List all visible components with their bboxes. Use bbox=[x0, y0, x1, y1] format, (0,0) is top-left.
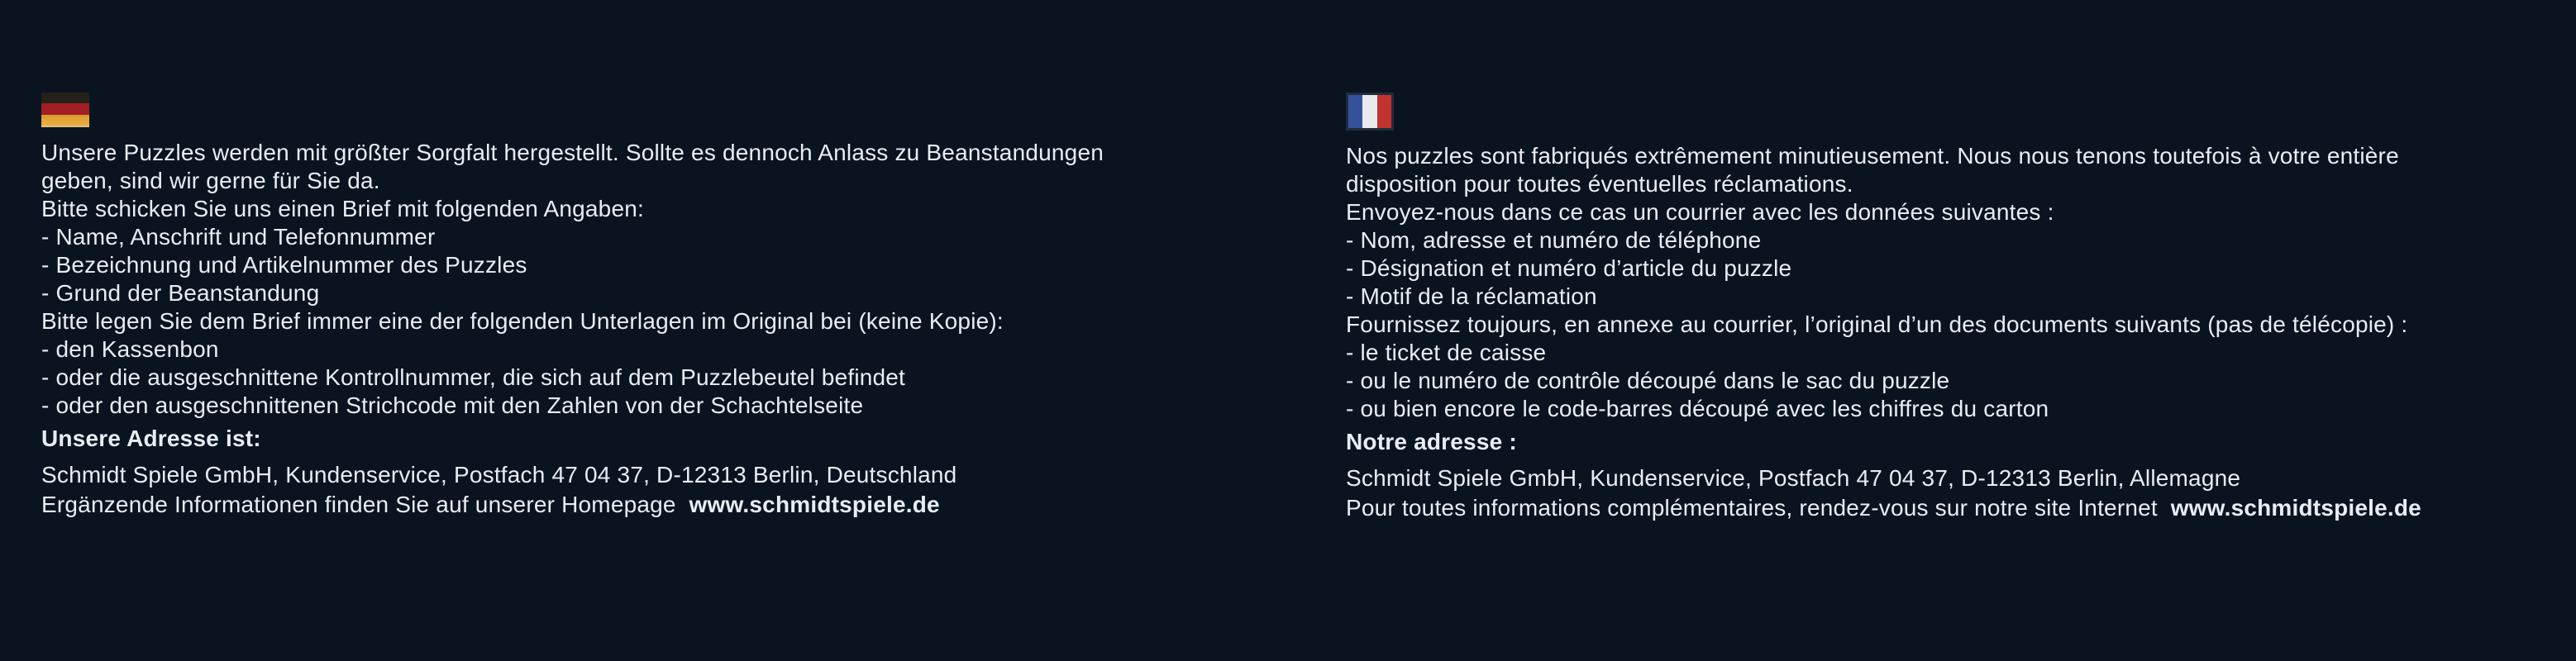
list-item: - le ticket de caisse bbox=[1346, 340, 1547, 365]
text-line: Nos puzzles sont fabriqués extrêmement minutieusement. Nous nous tenons toutefois à votre entière bbox=[1346, 143, 2399, 169]
text-line: Bitte schicken Sie uns einen Brief mit folgenden Angaben: bbox=[41, 196, 644, 221]
list-item: - den Kassenbon bbox=[41, 336, 219, 362]
list-item: - Nom, adresse et numéro de téléphone bbox=[1346, 227, 1762, 253]
text-line: Envoyez-nous dans ce cas un courrier avec les données suivantes : bbox=[1346, 199, 2054, 225]
homepage-line bbox=[41, 491, 1104, 519]
flag-stripe bbox=[1377, 95, 1391, 128]
list-item: - Grund der Beanstandung bbox=[41, 280, 320, 306]
homepage-line bbox=[1346, 494, 2421, 522]
german-info-section bbox=[41, 93, 1104, 519]
homepage-url: www.schmidtspiele.de bbox=[689, 492, 940, 517]
flag-stripe bbox=[41, 93, 89, 103]
homepage-url: www.schmidtspiele.de bbox=[2170, 495, 2421, 521]
flag-stripe bbox=[1362, 95, 1376, 128]
list-item: - Désignation et numéro d’article du puzzle bbox=[1346, 255, 1792, 281]
address-heading: Unsere Adresse ist: bbox=[41, 426, 261, 451]
france-flag-icon bbox=[1346, 93, 1394, 131]
list-item: - Motif de la réclamation bbox=[1346, 283, 1597, 309]
list-item: - Bezeichnung und Artikelnummer des Puzzles bbox=[41, 252, 527, 278]
homepage-text: Ergänzende Informationen finden Sie auf unserer Homepage bbox=[41, 492, 676, 517]
text-line: geben, sind wir gerne für Sie da. bbox=[41, 168, 380, 193]
list-item: - ou le numéro de contrôle découpé dans le sac du puzzle bbox=[1346, 368, 1950, 393]
text-line: Bitte legen Sie dem Brief immer eine der folgenden Unterlagen im Original bei (keine Kopie): bbox=[41, 308, 1004, 334]
list-item: - ou bien encore le code-barres découpé avec les chiffres du carton bbox=[1346, 396, 2049, 421]
list-item: - Name, Anschrift und Telefonnummer bbox=[41, 224, 436, 250]
text-line: disposition pour toutes éventuelles réclamations. bbox=[1346, 171, 1853, 197]
text-line: Unsere Puzzles werden mit größter Sorgfalt hergestellt. Sollte es dennoch Anlass zu Beanstandungen bbox=[41, 140, 1104, 165]
list-item: - oder die ausgeschnittene Kontrollnummer, die sich auf dem Puzzlebeutel befindet bbox=[41, 364, 906, 390]
flag-stripe bbox=[1348, 95, 1362, 128]
germany-flag-icon bbox=[41, 93, 89, 127]
french-info-section bbox=[1346, 93, 2421, 522]
address-line: Schmidt Spiele GmbH, Kundenservice, Postfach 47 04 37, D-12313 Berlin, Allemagne bbox=[1346, 465, 2241, 491]
address-heading: Notre adresse : bbox=[1346, 429, 1517, 454]
homepage-text: Pour toutes informations complémentaires, rendez-vous sur notre site Internet bbox=[1346, 495, 2158, 521]
list-item: - oder den ausgeschnittenen Strichcode mit den Zahlen von der Schachtelseite bbox=[41, 392, 864, 418]
flag-stripe bbox=[41, 115, 89, 126]
text-line: Fournissez toujours, en annexe au courrier, l’original d’un des documents suivants (pas de télécopie) : bbox=[1346, 311, 2408, 337]
flag-stripe bbox=[41, 103, 89, 114]
address-line: Schmidt Spiele GmbH, Kundenservice, Postfach 47 04 37, D-12313 Berlin, Deutschland bbox=[41, 462, 957, 487]
